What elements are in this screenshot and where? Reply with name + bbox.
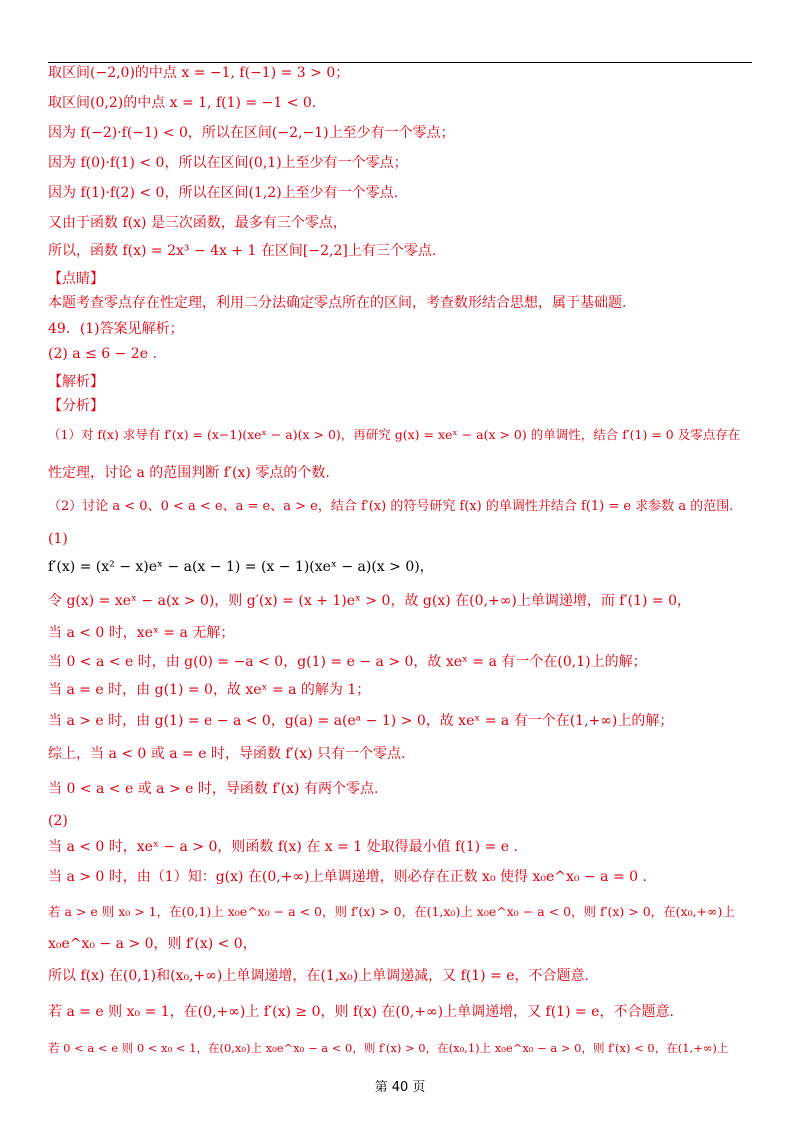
text-line: 若 a > e 则 x₀ > 1，在(0,1)上 x₀e^x₀ − a < 0，则 f′(x) > 0，在(1,x₀)上 x₀e^x₀ − a < 0，则 f′(x) > 0，在(x₀,+∞)上 (48, 904, 735, 919)
question-number: 49．(1)答案见解析； (48, 321, 184, 337)
text-line: 又由于函数 f(x) 是三次函数，最多有三个零点， (48, 215, 347, 231)
text-line: 因为 f(0)·f(1) < 0，所以在区间(0,1)上至少有一个零点； (48, 155, 408, 171)
text-line: 当 a < 0 时，xeˣ = a 无解； (48, 625, 235, 641)
text-line: 性定理，讨论 a 的范围判断 f′(x) 零点的个数. (48, 465, 330, 481)
section-heading: 【点睛】 (48, 271, 104, 287)
formula-line: f′(x) = (x² − x)eˣ − a(x − 1) = (x − 1)(xeˣ − a)(x > 0)， (48, 559, 434, 575)
text-line: 本题考查零点存在性定理，利用二分法确定零点所在的区间，考查数形结合思想，属于基础题. (48, 295, 627, 311)
text-line: 当 a > 0 时，由（1）知：g(x) 在(0,+∞)上单调递增，则必存在正数 x₀ 使得 x₀e^x₀ − a = 0 . (48, 869, 647, 885)
text-line: x₀e^x₀ − a > 0，则 f′(x) < 0， (48, 936, 257, 952)
text-line: 取区间(0,2)的中点 x = 1, f(1) = −1 < 0. (48, 95, 317, 111)
text-line: （1）对 f(x) 求导有 f′(x) = (x−1)(xeˣ − a)(x > 0)，再研究 g(x) = xeˣ − a(x > 0) 的单调性，结合 f′(1) = 0 及零点存在 (48, 427, 741, 442)
text-line: (2) a ≤ 6 − 2e . (48, 346, 157, 362)
text-line: 所以 f(x) 在(0,1)和(x₀,+∞)上单调递增，在(1,x₀)上单调递减，又 f(1) = e，不合题意. (48, 968, 589, 984)
text-line: 综上，当 a < 0 或 a = e 时，导函数 f′(x) 只有一个零点. (48, 746, 406, 762)
subheading: (1) (48, 531, 68, 547)
text-line: 令 g(x) = xeˣ − a(x > 0)，则 g′(x) = (x + 1)eˣ > 0，故 g(x) 在(0,+∞)上单调递增，而 f′(1) = 0， (48, 593, 692, 609)
text-line: 因为 f(1)·f(2) < 0，所以在区间(1,2)上至少有一个零点. (48, 185, 399, 201)
section-heading: 【解析】 (48, 374, 104, 390)
text-line: 当 0 < a < e 或 a > e 时，导函数 f′(x) 有两个零点. (48, 781, 379, 797)
text-line: 当 0 < a < e 时，由 g(0) = −a < 0，g(1) = e − a > 0，故 xeˣ = a 有一个在(0,1)上的解； (48, 654, 647, 670)
page-number: 第 40 页 (374, 1080, 426, 1095)
text-line: 若 a = e 则 x₀ = 1，在(0,+∞)上 f′(x) ≥ 0，则 f(x) 在(0,+∞)上单调递增，又 f(1) = e，不合题意. (48, 1004, 674, 1020)
text-line: 取区间(−2,0)的中点 x = −1, f(−1) = 3 > 0； (48, 65, 350, 81)
text-line: 当 a = e 时，由 g(1) = 0，故 xeˣ = a 的解为 1； (48, 682, 371, 698)
section-heading: 【分析】 (48, 398, 104, 414)
subheading: (2) (48, 813, 68, 829)
text-line: 因为 f(−2)·f(−1) < 0，所以在区间(−2,−1)上至少有一个零点； (48, 125, 455, 141)
text-line: （2）讨论 a < 0、0 < a < e、a = e、a > e，结合 f′(x) 的符号研究 f(x) 的单调性并结合 f(1) = e 求参数 a 的范围. (48, 499, 734, 514)
text-line: 当 a < 0 时，xeˣ − a > 0，则函数 f(x) 在 x = 1 处取得最小值 f(1) = e . (48, 839, 518, 855)
text-line: 当 a > e 时，由 g(1) = e − a < 0，g(a) = a(eᵃ − 1) > 0，故 xeˣ = a 有一个在(1,+∞)上的解； (48, 713, 674, 729)
text-line: 若 0 < a < e 则 0 < x₀ < 1，在(0,x₀)上 x₀e^x₀ − a < 0，则 f′(x) > 0，在(x₀,1)上 x₀e^x₀ − a > 0，则 f′(x) < 0，在(1,+∞)上 (48, 1041, 729, 1055)
text-line: 所以，函数 f(x) = 2x³ − 4x + 1 在区间[−2,2]上有三个零点. (48, 243, 437, 259)
